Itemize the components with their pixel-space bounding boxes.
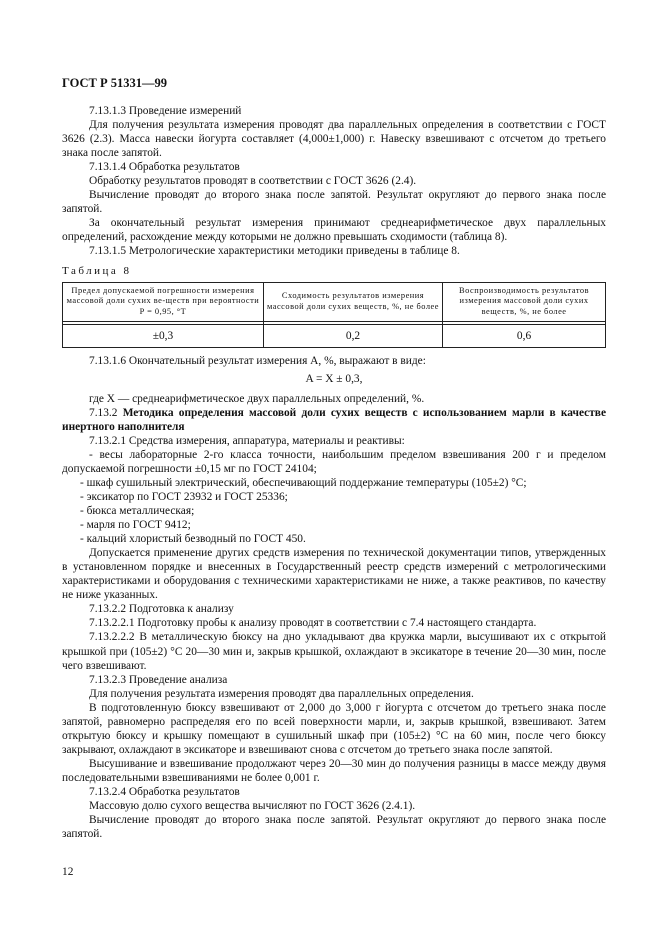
- paragraph: - марля по ГОСТ 9412;: [80, 519, 191, 532]
- paragraph: 7.13.1.6 Окончательный результат измерения A, %, выражают в виде:: [89, 354, 426, 367]
- paragraph: 7.13.2.1 Средства измерения, аппаратура, материалы и реактивы:: [89, 434, 405, 447]
- paragraph: 7.13.2.3 Проведение анализа: [89, 673, 228, 686]
- paragraph: - бюкса металлическая;: [80, 505, 195, 518]
- page-number: 12: [62, 866, 74, 878]
- paragraph: 7.13.2.2 Подготовка к анализу: [89, 603, 234, 616]
- table-header-cell: Сходимость результатов измерения массовой доли сухих веществ, %, не более: [263, 282, 442, 321]
- table-caption: Таблица 8: [62, 264, 132, 277]
- paragraph: 7.13.2.2.1 Подготовку пробы к анализу проводят в соответствии с 7.4 настоящего стандарта.: [89, 617, 537, 630]
- paragraph: - эксикатор по ГОСТ 23932 и ГОСТ 25336;: [80, 490, 288, 503]
- paragraph: В подготовленную бюксу взвешивают от 2,000 до 3,000 г йогурта с отсчетом до третьего знака после запятой, равномерно распределяя его по всей поверхности марли, и, закрыв крышкой, взвешивают. Затем открытую бюксу и крышку помещают в сушильный шкаф при (105±2) °С на 60 мин, после чего бюксу закрывают, охлаждают в эксикаторе и взвешивают снова с отсчетом до третьего знака после запятой.: [62, 701, 606, 756]
- paragraph: где X — среднеарифметическое двух параллельных определений, %.: [89, 392, 425, 405]
- paragraph: - весы лабораторные 2-го класса точности, наибольшим пределом взвешивания 200 г и пределом допускаемой погрешности ±0,15 мг по ГОСТ 24104;: [62, 448, 606, 475]
- paragraph: Для получения результата измерения проводят два параллельных определения.: [89, 687, 474, 700]
- paragraph: Вычисление проводят до второго знака после запятой. Результат округляют до первого знака после запятой.: [62, 189, 606, 216]
- paragraph: - кальций хлористый безводный по ГОСТ 450.: [80, 533, 306, 546]
- document-body: [62, 104, 606, 841]
- table-8: [62, 282, 606, 348]
- paragraph: Обработку результатов проводят в соответствии с ГОСТ 3626 (2.4).: [89, 175, 417, 188]
- formula: A = X ± 0,3,: [305, 372, 363, 385]
- paragraph: Допускается применение других средств измерения по технической документации типов, утвержденных в установленном порядке и внесенных в Государственный реестр средств измерений с метрологическими характеристиками и оборудования с техническими характеристиками не ниже, а также реактивов, по качеству не ниже указанных.: [62, 547, 606, 602]
- paragraph: Для получения результата измерения проводят два параллельных определения в соответствии с ГОСТ 3626 (2.3). Масса навески йогурта составляет (4,000±1,000) г. Навеску взвешивают с отсчетом до третьего знака после запятой.: [62, 119, 606, 160]
- section-7-13-1: [62, 104, 606, 259]
- paragraph: Массовую долю сухого вещества вычисляют по ГОСТ 3626 (2.4.1).: [89, 800, 416, 813]
- paragraph: - шкаф сушильный электрический, обеспечивающий поддержание температуры (105±2) °С;: [80, 476, 527, 489]
- paragraph: 7.13.2.2.2 В металлическую бюксу на дно укладывают два кружка марли, высушивают их с открытой крышкой при (105±2) °С 20—30 мин и, закрыв крышкой, охлаждают в эксикаторе в течение 20—30 мин, после чего взвешивают.: [62, 631, 606, 672]
- paragraph: 7.13.2.4 Обработка результатов: [89, 785, 240, 798]
- paragraph: 7.13.2 Методика определения массовой доли сухих веществ с использованием марли в качестве инертного наполнителя: [62, 406, 606, 433]
- table-cell: 0,6: [443, 324, 606, 347]
- page-header: ГОСТ Р 51331—99: [62, 76, 168, 90]
- table-header-cell: Предел допускаемой погрешности измерения массовой доли сухих ве-ществ при вероятности P = 0,95, °Т: [63, 282, 264, 321]
- paragraph: 7.13.1.5 Метрологические характеристики методики приведены в таблице 8.: [89, 245, 460, 258]
- paragraph: Высушивание и взвешивание продолжают через 20—30 мин до получения разницы в массе между двумя последовательными взвешиваниями не более 0,001 г.: [62, 757, 606, 784]
- table-cell: ±0,3: [63, 324, 264, 347]
- paragraph: За окончательный результат измерения принимают среднеарифметическое двух параллельных определений, расхождение между которыми не должно превышать сходимости (таблица 8).: [62, 217, 606, 244]
- paragraph: 7.13.1.4 Обработка результатов: [89, 161, 240, 174]
- table-cell: 0,2: [263, 324, 442, 347]
- paragraph: 7.13.1.3 Проведение измерений: [89, 105, 242, 117]
- table-header-row: [63, 282, 606, 321]
- section-7-13-2: [62, 354, 606, 842]
- table-header-cell: Воспроизводимость результатов измерения массовой доли сухих веществ, %, не более: [443, 282, 606, 321]
- table-row: [63, 324, 606, 347]
- paragraph: Вычисление проводят до второго знака после запятой. Результат округляют до первого знака после запятой.: [62, 814, 606, 841]
